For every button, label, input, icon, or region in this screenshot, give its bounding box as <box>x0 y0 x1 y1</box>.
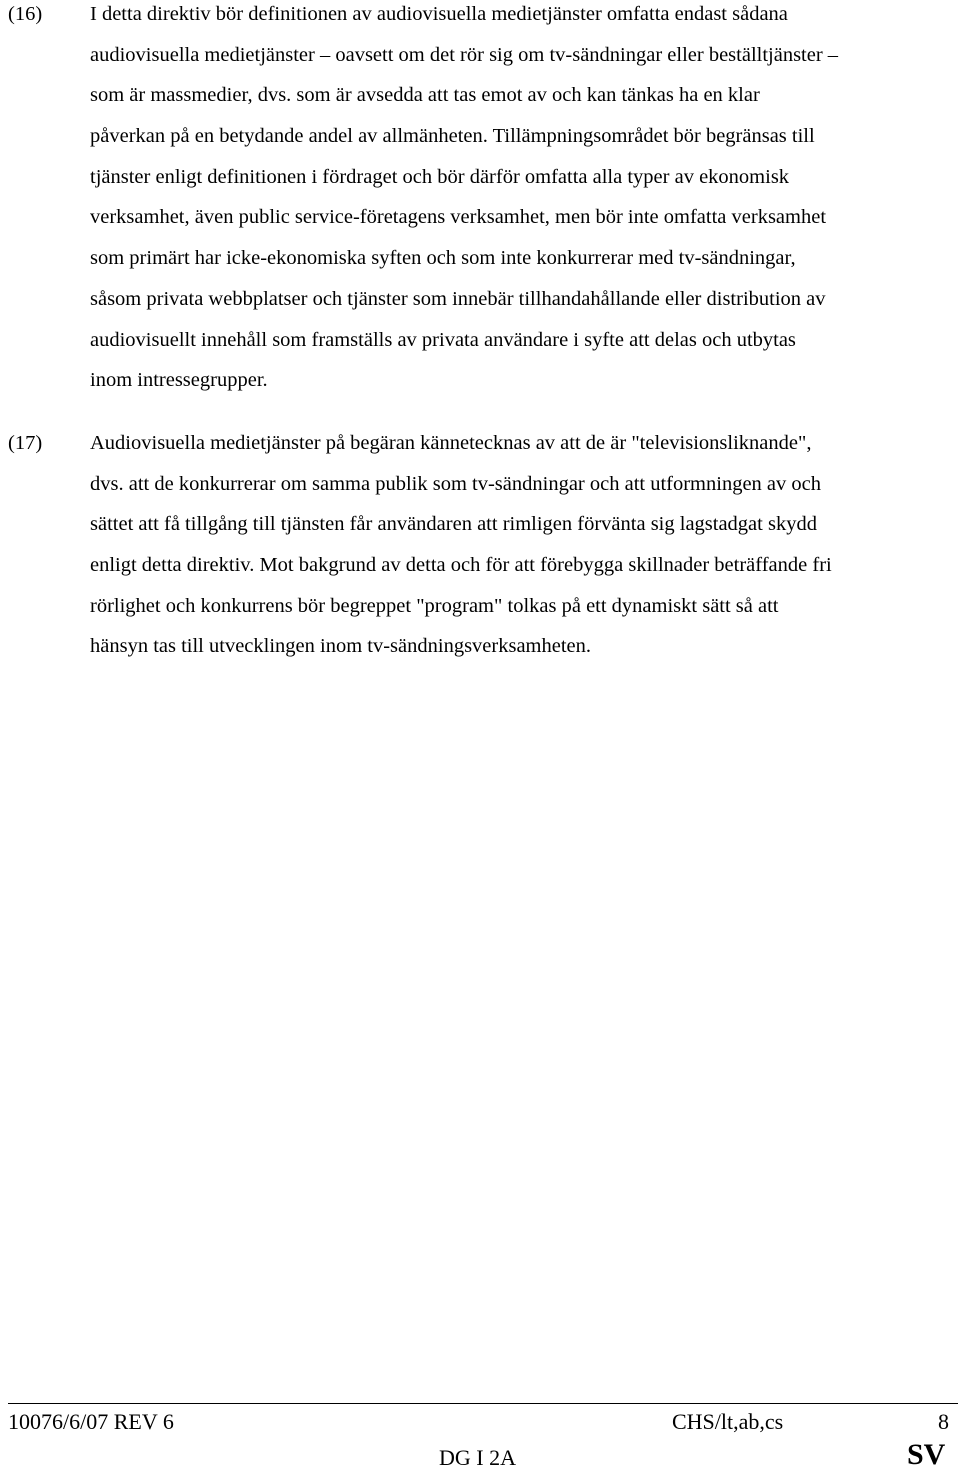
text-line: rörlighet och konkurrens bör begreppet "program" tolkas på ett dynamiskt sätt så att <box>90 594 779 617</box>
paragraph-text <box>90 0 960 401</box>
paragraph-text <box>90 423 960 667</box>
text-line: som primärt har icke-ekonomiska syften och som inte konkurrerar med tv-sändningar, <box>90 247 796 270</box>
text-line: audiovisuellt innehåll som framställs av privata användare i syfte att delas och utbytas <box>90 328 796 351</box>
text-line: enligt detta direktiv. Mot bakgrund av detta och för att förebygga skillnader beträffande fri <box>90 554 832 577</box>
text-line: Audiovisuella medietjänster på begäran kännetecknas av att de är "televisionsliknande", <box>90 432 812 454</box>
text-line: I detta direktiv bör definitionen av audiovisuella medietjänster omfatta endast sådana <box>90 3 788 25</box>
text-line: tjänster enligt definitionen i fördraget och bör därför omfatta alla typer av ekonomisk <box>90 165 790 188</box>
paragraph-number: (17) <box>8 432 43 454</box>
text-line: såsom privata webbplatser och tjänster som innebär tillhandahållande eller distribution av <box>90 287 826 310</box>
text-line: audiovisuella medietjänster – oavsett om det rör sig om tv-sändningar eller beställtjänster – <box>90 43 839 66</box>
language-code: SV <box>907 1438 946 1471</box>
text-line: inom intressegrupper. <box>90 369 268 392</box>
footer-divider <box>8 1403 958 1404</box>
text-line: dvs. att de konkurrerar om samma publik som tv-sändningar och att utformningen av och <box>90 472 821 495</box>
page-number: 8 <box>938 1409 949 1434</box>
text-line: påverkan på en betydande andel av allmänheten. Tillämpningsområdet bör begränsas till <box>90 125 815 148</box>
directorate-code: DG I 2A <box>439 1445 516 1470</box>
document-reference: 10076/6/07 REV 6 <box>8 1409 174 1434</box>
paragraph-number: (16) <box>8 3 43 25</box>
text-line: hänsyn tas till utvecklingen inom tv-sändningsverksamheten. <box>90 635 592 658</box>
text-line: sättet att få tillgång till tjänsten får användaren att rimligen förvänta sig lagstadgat skydd <box>90 513 817 536</box>
text-line: som är massmedier, dvs. som är avsedda att tas emot av och kan tänkas ha en klar <box>90 84 760 107</box>
text-line: verksamhet, även public service-företagens verksamhet, men bör inte omfatta verksamhet <box>90 206 827 229</box>
author-initials: CHS/lt,ab,cs <box>672 1409 784 1434</box>
